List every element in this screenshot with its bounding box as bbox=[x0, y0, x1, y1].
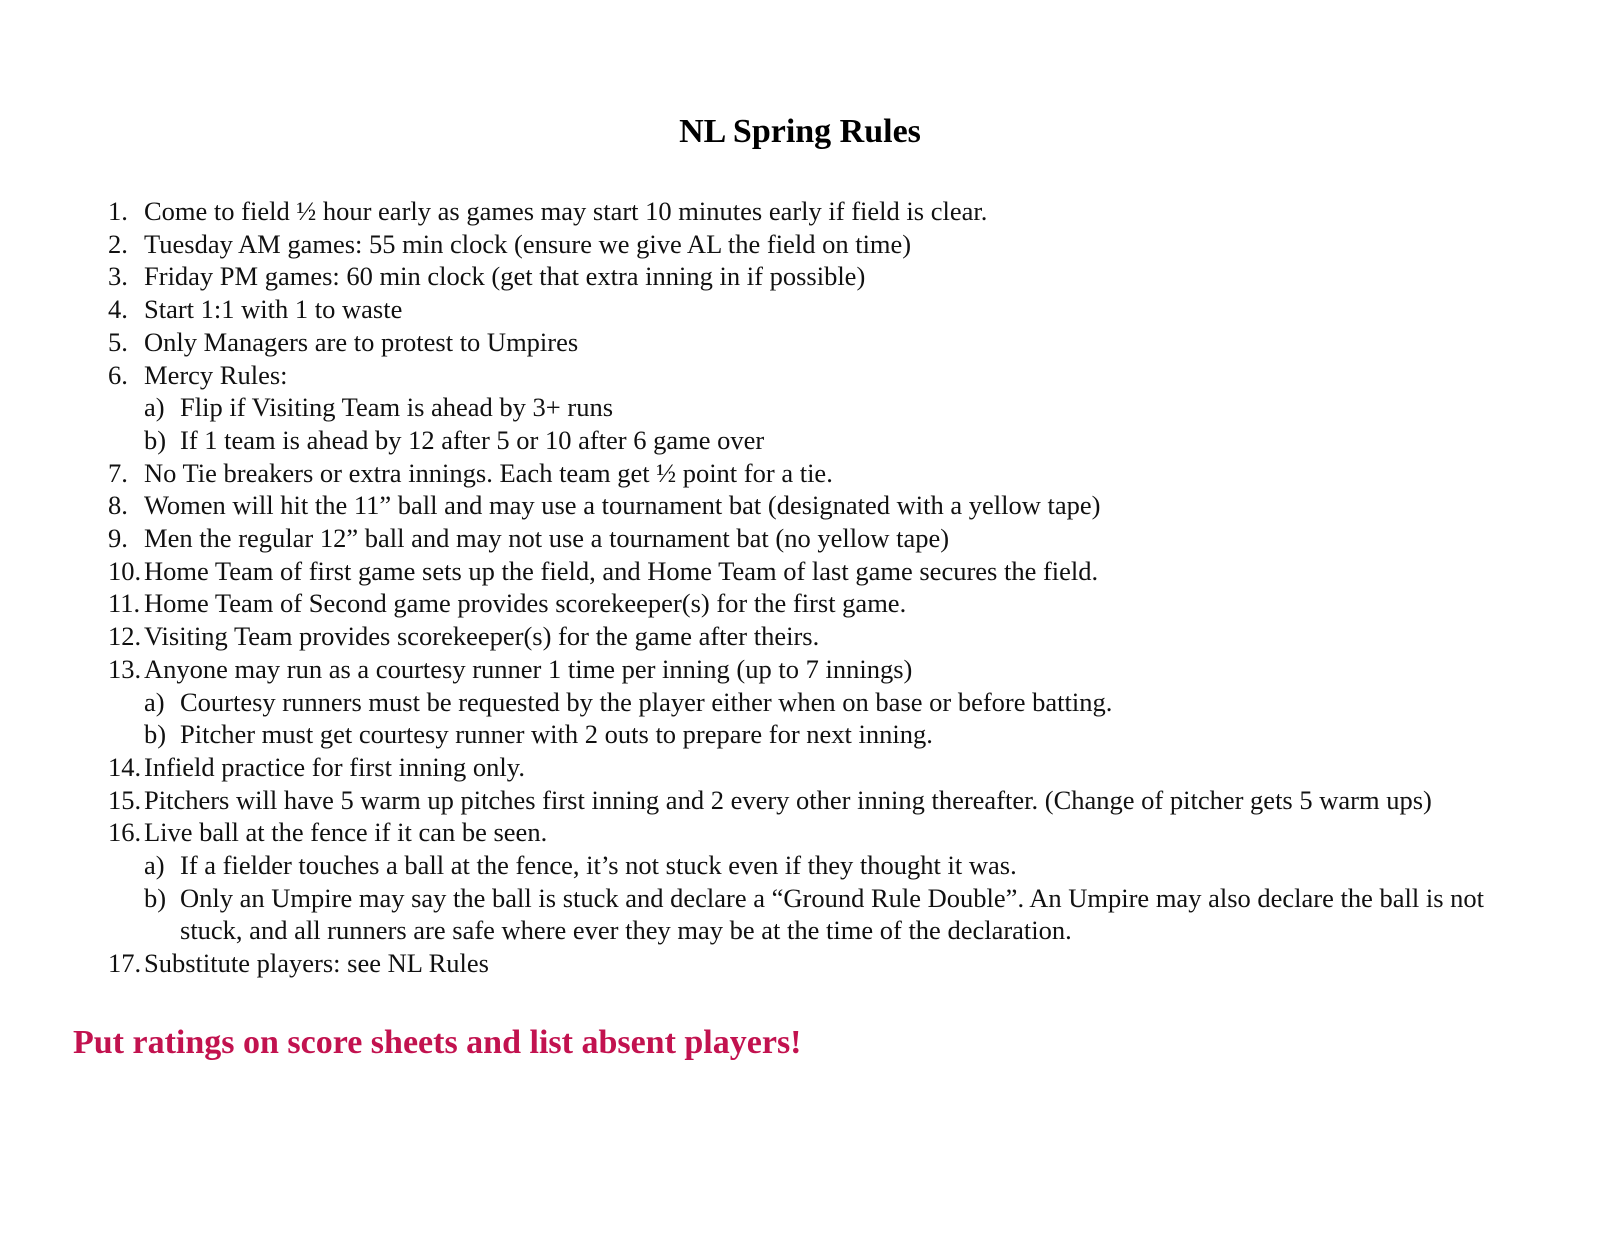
rule-text: Start 1:1 with 1 to waste bbox=[144, 294, 403, 325]
sub-rule-item bbox=[108, 391, 1588, 424]
rule-item bbox=[108, 816, 1588, 849]
rule-text: Mercy Rules: bbox=[144, 359, 288, 390]
rule-number: 15. bbox=[108, 784, 142, 815]
rule-item bbox=[108, 195, 1588, 228]
sub-rule-letter: a) bbox=[144, 850, 165, 881]
rule-item bbox=[108, 228, 1588, 261]
rule-number: 12. bbox=[108, 621, 142, 652]
rule-number: 14. bbox=[108, 751, 142, 782]
rule-text: Home Team of first game sets up the field, and Home Team of last game secures the field. bbox=[144, 555, 1099, 586]
sub-rule-item bbox=[108, 718, 1588, 751]
rule-item bbox=[108, 489, 1588, 522]
rule-number: 7. bbox=[108, 457, 128, 488]
rule-item bbox=[108, 293, 1588, 326]
rule-item bbox=[108, 587, 1588, 620]
rule-text: Substitute players: see NL Rules bbox=[144, 948, 489, 979]
rule-number: 4. bbox=[108, 294, 128, 325]
rule-item bbox=[108, 620, 1588, 653]
rule-item bbox=[108, 260, 1588, 293]
footer-reminder: Put ratings on score sheets and list absent players! bbox=[73, 1024, 802, 1061]
rule-number: 13. bbox=[108, 653, 142, 684]
rule-text: No Tie breakers or extra innings. Each team get ½ point for a tie. bbox=[144, 457, 833, 488]
sub-rule-item bbox=[108, 849, 1588, 882]
rule-number: 2. bbox=[108, 228, 128, 259]
sub-rule-letter: a) bbox=[144, 392, 165, 423]
rule-number: 5. bbox=[108, 326, 128, 357]
rule-number: 3. bbox=[108, 261, 128, 292]
rule-item bbox=[108, 653, 1588, 686]
rule-item bbox=[108, 326, 1588, 359]
rule-item bbox=[108, 947, 1588, 980]
sub-rule-letter: a) bbox=[144, 686, 165, 717]
rule-text: Visiting Team provides scorekeeper(s) for the game after theirs. bbox=[144, 621, 820, 652]
sub-rule-letter: b) bbox=[144, 424, 167, 455]
rule-text: Infield practice for first inning only. bbox=[144, 751, 525, 782]
rule-item bbox=[108, 359, 1588, 392]
sub-rule-text: If 1 team is ahead by 12 after 5 or 10 after 6 game over bbox=[180, 424, 765, 455]
rule-text: Anyone may run as a courtesy runner 1 time per inning (up to 7 innings) bbox=[144, 653, 913, 684]
rule-text: Pitchers will have 5 warm up pitches first inning and 2 every other inning thereafter. (Change of pitcher gets 5 warm ups) bbox=[144, 784, 1432, 815]
rule-text: Come to field ½ hour early as games may start 10 minutes early if field is clear. bbox=[144, 196, 988, 226]
sub-rule-text: Pitcher must get courtesy runner with 2 outs to prepare for next inning. bbox=[180, 719, 933, 750]
rule-number: 10. bbox=[108, 555, 142, 586]
rule-number: 11. bbox=[108, 588, 141, 619]
page-title: NL Spring Rules bbox=[679, 113, 921, 150]
rule-text: Friday PM games: 60 min clock (get that extra inning in if possible) bbox=[144, 261, 866, 292]
rule-text: Live ball at the fence if it can be seen. bbox=[144, 817, 548, 848]
sub-rule-text: Flip if Visiting Team is ahead by 3+ runs bbox=[180, 392, 614, 423]
rule-number: 8. bbox=[108, 490, 128, 521]
rule-text: Home Team of Second game provides scorekeeper(s) for the first game. bbox=[144, 588, 907, 619]
rule-text: Only Managers are to protest to Umpires bbox=[144, 326, 579, 357]
rule-number: 9. bbox=[108, 523, 128, 554]
rule-text: Tuesday AM games: 55 min clock (ensure we give AL the field on time) bbox=[144, 228, 912, 259]
rules-list bbox=[108, 195, 1588, 980]
sub-rule-item bbox=[108, 686, 1588, 719]
rule-number: 1. bbox=[108, 196, 128, 226]
rule-number: 6. bbox=[108, 359, 128, 390]
sub-rule-text: Only an Umpire may say the ball is stuck and declare a “Ground Rule Double”. An Umpire may also declare the ball is not stuck, and all runners are safe where ever they may be at the time of the declaration. bbox=[180, 882, 1485, 946]
rule-item bbox=[108, 522, 1588, 555]
sub-rule-item bbox=[108, 882, 1490, 947]
rule-item bbox=[108, 457, 1588, 490]
sub-rule-letter: b) bbox=[144, 719, 167, 750]
sub-rule-text: Courtesy runners must be requested by the player either when on base or before batting. bbox=[180, 686, 1113, 717]
sub-rule-letter: b) bbox=[144, 882, 167, 913]
rule-text: Men the regular 12” ball and may not use a tournament bat (no yellow tape) bbox=[144, 523, 950, 554]
sub-rule-text: If a fielder touches a ball at the fence, it’s not stuck even if they thought it was. bbox=[180, 850, 1017, 881]
rule-number: 16. bbox=[108, 817, 142, 848]
rule-number: 17. bbox=[108, 948, 142, 979]
rule-text: Women will hit the 11” ball and may use a tournament bat (designated with a yellow tape) bbox=[144, 490, 1101, 521]
rule-item bbox=[108, 555, 1588, 588]
rule-item bbox=[108, 751, 1588, 784]
rule-item bbox=[108, 784, 1588, 817]
sub-rule-item bbox=[108, 424, 1588, 457]
